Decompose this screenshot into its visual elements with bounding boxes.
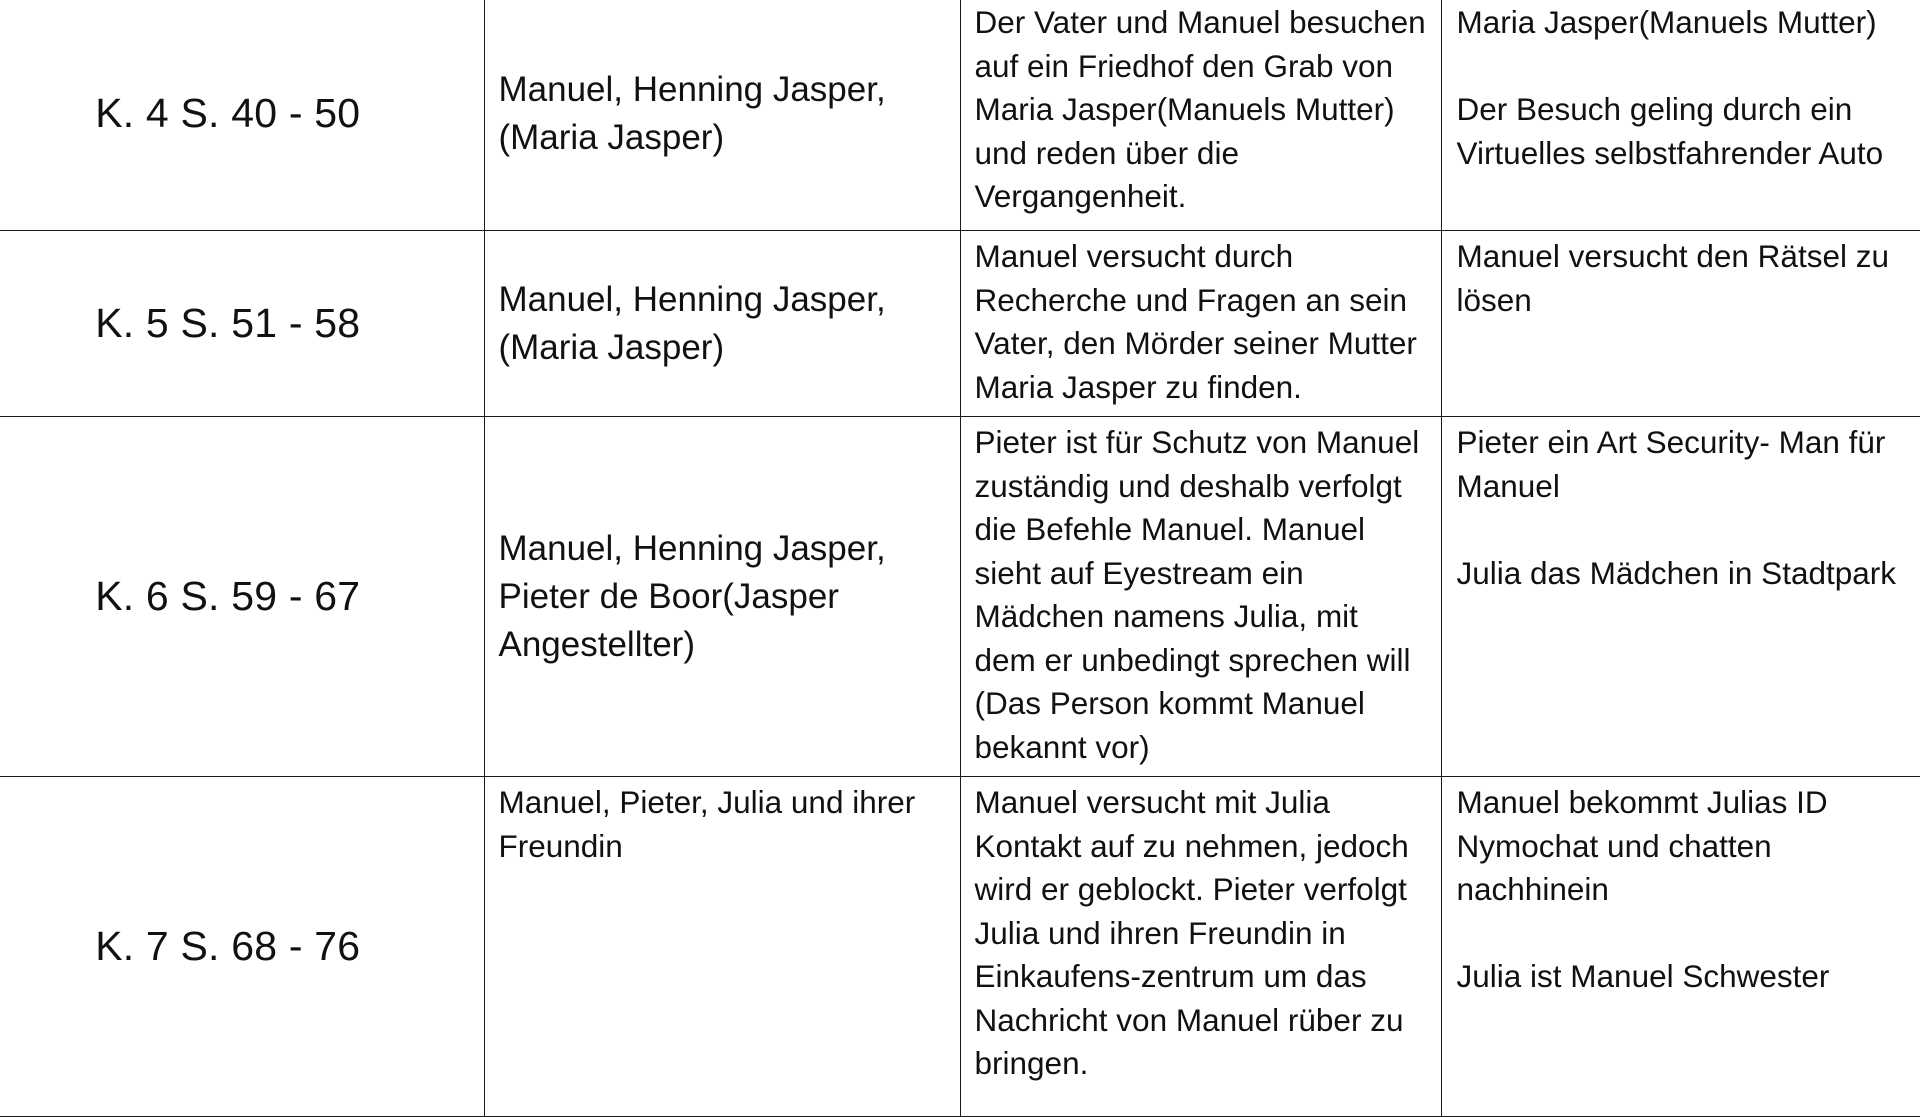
note-cell xyxy=(1441,231,1920,417)
content-text: Pieter ist für Schutz von Manuel zuständig und deshalb verfolgt die Befehle Manuel. Manuel sieht auf Eyestream ein Mädchen namens Julia, mit dem er unbedingt sprechen will (Das Person kommt Manuel bekannt vor) xyxy=(961,417,1441,769)
chapter-cell xyxy=(0,417,484,777)
content-cell xyxy=(960,231,1441,417)
persons-text: Manuel, Henning Jasper, (Maria Jasper) xyxy=(485,276,960,372)
note-text: Pieter ein Art Security- Man für Manuel Julia das Mädchen in Stadtpark xyxy=(1442,417,1920,595)
table-row xyxy=(0,0,1920,231)
note-text: Manuel bekommt Julias ID Nymochat und chatten nachhinein Julia ist Manuel Schwester xyxy=(1442,777,1920,999)
content-text: Manuel versucht durch Recherche und Fragen an sein Vater, den Mörder seiner Mutter Maria Jasper zu finden. xyxy=(961,231,1441,409)
content-text: Manuel versucht mit Julia Kontakt auf zu nehmen, jedoch wird er geblockt. Pieter verfolgt Julia und ihren Freundin in Einkaufens-zentrum um das Nachricht von Manuel rüber zu bringen. xyxy=(961,777,1441,1086)
persons-text: Manuel, Henning Jasper, (Maria Jasper) xyxy=(485,66,960,162)
chapter-cell xyxy=(0,231,484,417)
table-row xyxy=(0,777,1920,1117)
note-text: Manuel versucht den Rätsel zu lösen xyxy=(1442,231,1920,322)
chapter-label: K. 6 S. 59 - 67 xyxy=(95,573,388,620)
note-cell xyxy=(1441,777,1920,1117)
persons-text: Manuel, Pieter, Julia und ihrer Freundin xyxy=(485,777,960,868)
chapter-cell xyxy=(0,777,484,1117)
table-row xyxy=(0,417,1920,777)
chapter-label: K. 4 S. 40 - 50 xyxy=(95,90,388,137)
content-cell xyxy=(960,0,1441,231)
content-cell xyxy=(960,417,1441,777)
content-cell xyxy=(960,777,1441,1117)
content-text: Der Vater und Manuel besuchen auf ein Friedhof den Grab von Maria Jasper(Manuels Mutter) und reden über die Vergangenheit. xyxy=(961,0,1441,219)
persons-text: Manuel, Henning Jasper, Pieter de Boor(Jasper Angestellter) xyxy=(485,525,960,669)
note-cell xyxy=(1441,0,1920,231)
note-text: Maria Jasper(Manuels Mutter) Der Besuch geling durch ein Virtuelles selbstfahrender Auto xyxy=(1442,0,1920,175)
chapter-label: K. 7 S. 68 - 76 xyxy=(95,923,388,970)
chapter-cell xyxy=(0,0,484,231)
persons-cell xyxy=(484,231,960,417)
table-row xyxy=(0,231,1920,417)
chapter-label: K. 5 S. 51 - 58 xyxy=(95,300,388,347)
persons-cell xyxy=(484,777,960,1117)
persons-cell xyxy=(484,417,960,777)
note-cell xyxy=(1441,417,1920,777)
persons-cell xyxy=(484,0,960,231)
